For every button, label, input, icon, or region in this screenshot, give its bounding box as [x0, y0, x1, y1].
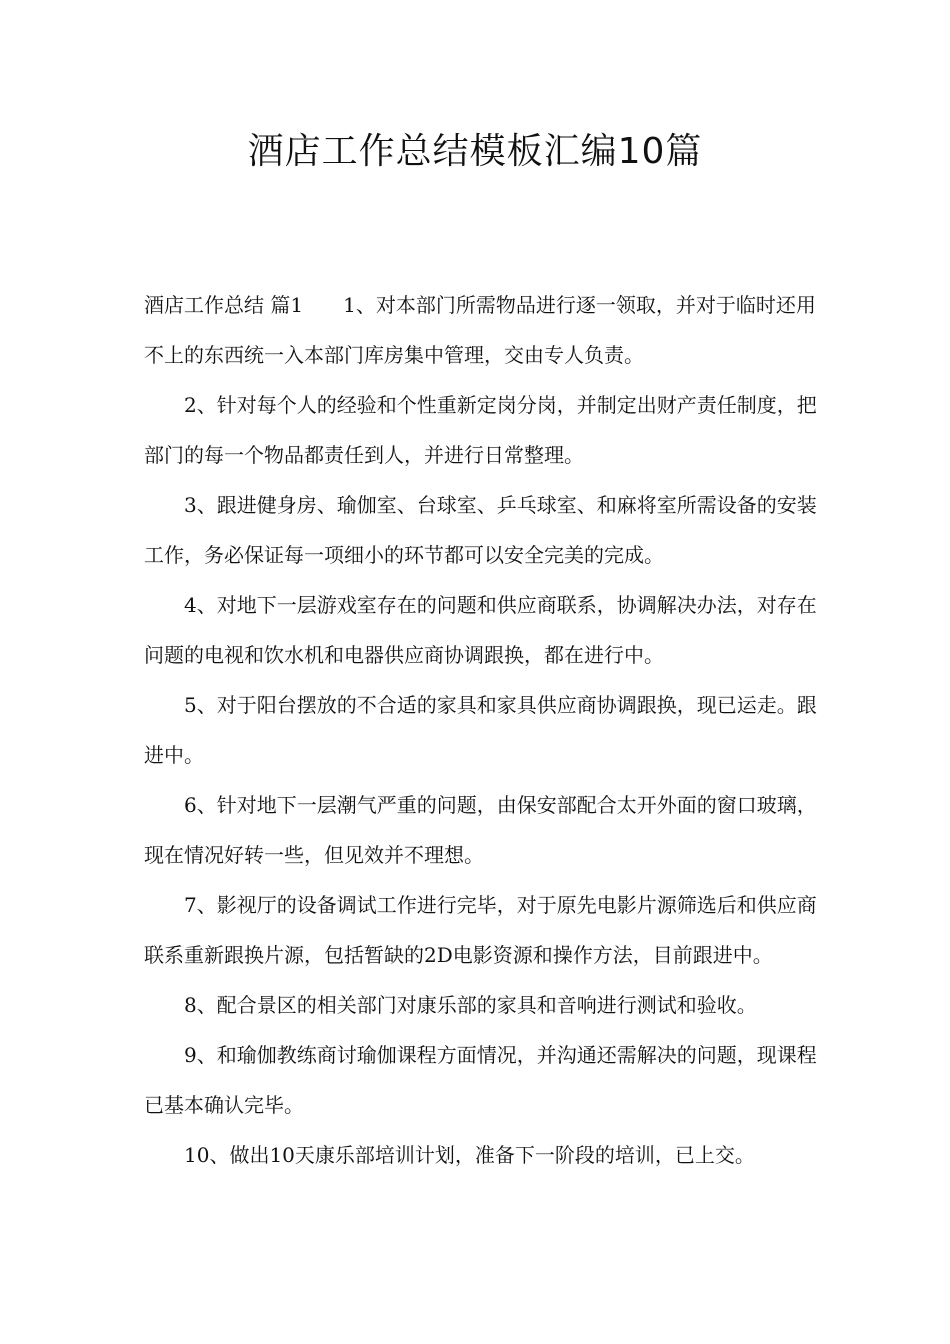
paragraph-1 [144, 280, 824, 380]
paragraph-3: 3、跟进健身房、瑜伽室、台球室、乒乓球室、和麻将室所需设备的安装工作，务必保证每一项细小的环节都可以安全完美的完成。 [144, 493, 817, 567]
paragraph-1-text: 1、对本部门所需物品进行逐一领取，并对于临时还用不上的东西统一入本部门库房集中管理，交由专人负责。 [144, 293, 816, 367]
paragraph-10: 10、做出10天康乐部培训计划，准备下一阶段的培训，已上交。 [184, 1143, 755, 1167]
document-body [144, 280, 824, 1180]
paragraph-7: 7、影视厅的设备调试工作进行完毕，对于原先电影片源筛选后和供应商联系重新跟换片源，包括暂缺的2D电影资源和操作方法，目前跟进中。 [144, 893, 817, 967]
section-label: 酒店工作总结 篇1 [144, 293, 304, 317]
paragraph-5: 5、对于阳台摆放的不合适的家具和家具供应商协调跟换，现已运走。跟进中。 [144, 693, 817, 767]
paragraph-8: 8、配合景区的相关部门对康乐部的家具和音响进行测试和验收。 [184, 993, 757, 1017]
paragraph-6: 6、针对地下一层潮气严重的问题，由保安部配合太开外面的窗口玻璃，现在情况好转一些，但见效并不理想。 [144, 793, 817, 867]
paragraph-4: 4、对地下一层游戏室存在的问题和供应商联系，协调解决办法，对存在问题的电视和饮水机和电器供应商协调跟换，都在进行中。 [144, 593, 817, 667]
paragraph-9: 9、和瑜伽教练商讨瑜伽课程方面情况，并沟通还需解决的问题，现课程已基本确认完毕。 [144, 1043, 817, 1117]
paragraph-2: 2、针对每个人的经验和个性重新定岗分岗，并制定出财产责任制度，把部门的每一个物品都责任到人，并进行日常整理。 [144, 393, 817, 467]
document-title: 酒店工作总结模板汇编10篇 [247, 131, 703, 172]
